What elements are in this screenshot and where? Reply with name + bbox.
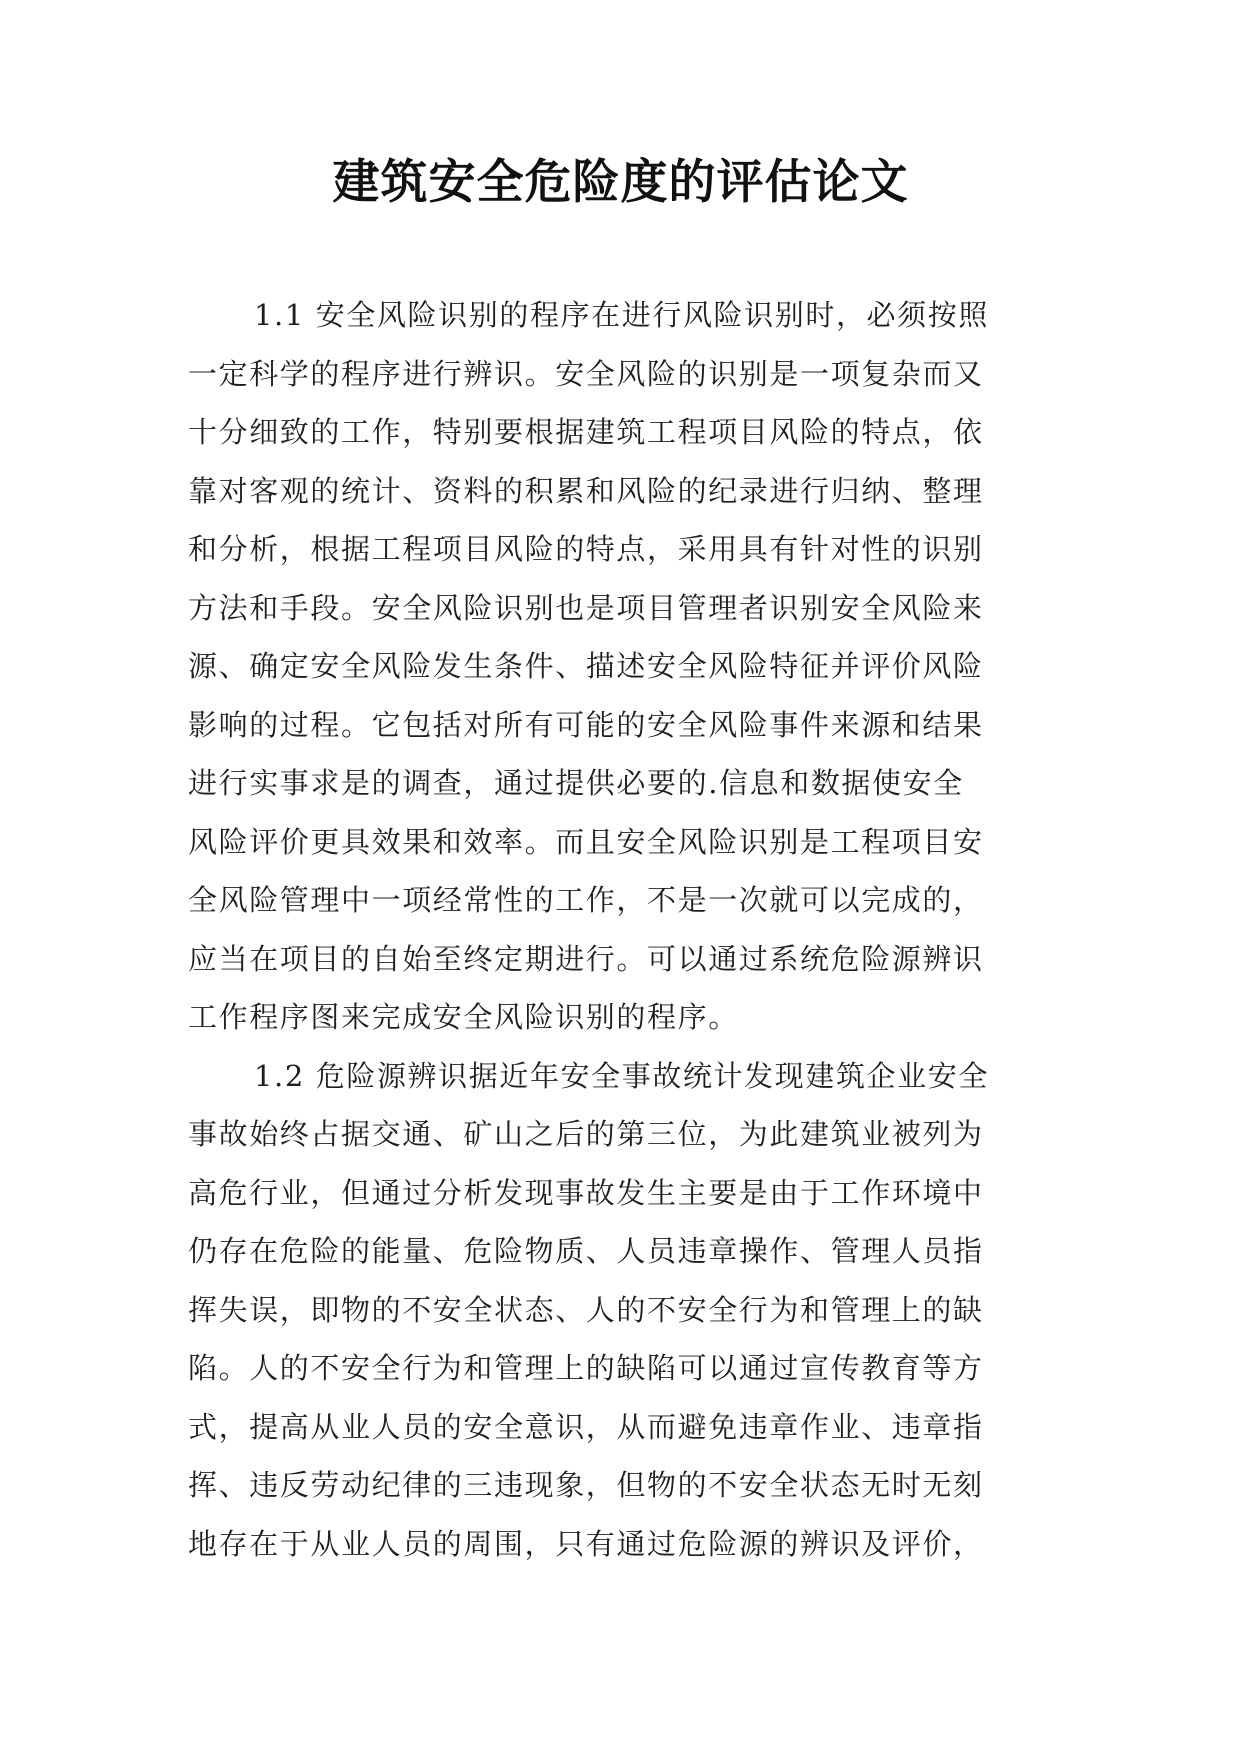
paragraph-line: 地存在于从业人员的周围，只有通过危险源的辨识及评价， <box>188 1526 984 1561</box>
paragraph-line: 仍存在危险的能量、危险物质、人员违章操作、管理人员指 <box>188 1234 984 1268</box>
paragraph-line: 1.1 安全风险识别的程序在进行风险识别时，必须按照 <box>254 298 989 332</box>
paragraph-line: 式，提高从业人员的安全意识，从而避免违章作业、违章指 <box>188 1409 984 1444</box>
document-body <box>188 286 1068 1573</box>
paragraph-line: 工作程序图来完成安全风险识别的程序。 <box>188 1000 739 1034</box>
paragraph-line: 应当在项目的自始至终定期进行。可以通过系统危险源辨识 <box>188 941 984 976</box>
paragraph-line: 挥、违反劳动纪律的三违现象，但物的不安全状态无时无刻 <box>188 1468 984 1502</box>
paragraph-line: 和分析，根据工程项目风险的特点，采用具有针对性的识别 <box>188 532 984 566</box>
paragraph-line: 十分细致的工作，特别要根据建筑工程项目风险的特点，依 <box>188 415 984 449</box>
paragraph-line: 进行实事求是的调查，通过提供必要的.信息和数据使安全 <box>188 766 964 800</box>
paragraph-line: 全风险管理中一项经常性的工作，不是一次就可以完成的， <box>188 883 984 917</box>
paragraph-line: 一定科学的程序进行辨识。安全风险的识别是一项复杂而又 <box>188 356 984 391</box>
paragraph-line: 高危行业，但通过分析发现事故发生主要是由于工作环境中 <box>188 1175 984 1210</box>
paragraph-line: 靠对客观的统计、资料的积累和风险的纪录进行归纳、整理 <box>188 473 984 508</box>
paragraph-line: 方法和手段。安全风险识别也是项目管理者识别安全风险来 <box>188 590 984 625</box>
paragraph-line: 源、确定安全风险发生条件、描述安全风险特征并评价风险 <box>188 649 984 683</box>
paragraph-2 <box>188 1047 1068 1574</box>
document-title: 建筑安全危险度的评估论文 <box>332 155 909 210</box>
paragraph-line: 1.2 危险源辨识据近年安全事故统计发现建筑企业安全 <box>254 1058 989 1093</box>
paragraph-1 <box>188 286 1068 1047</box>
paragraph-line: 风险评价更具效果和效率。而且安全风险识别是工程项目安 <box>188 824 984 859</box>
paragraph-line: 陷。人的不安全行为和管理上的缺陷可以通过宣传教育等方 <box>188 1351 984 1385</box>
paragraph-line: 挥失误，即物的不安全状态、人的不安全行为和管理上的缺 <box>188 1292 984 1327</box>
paragraph-line: 影响的过程。它包括对所有可能的安全风险事件来源和结果 <box>188 707 984 742</box>
paragraph-line: 事故始终占据交通、矿山之后的第三位，为此建筑业被列为 <box>188 1117 984 1151</box>
